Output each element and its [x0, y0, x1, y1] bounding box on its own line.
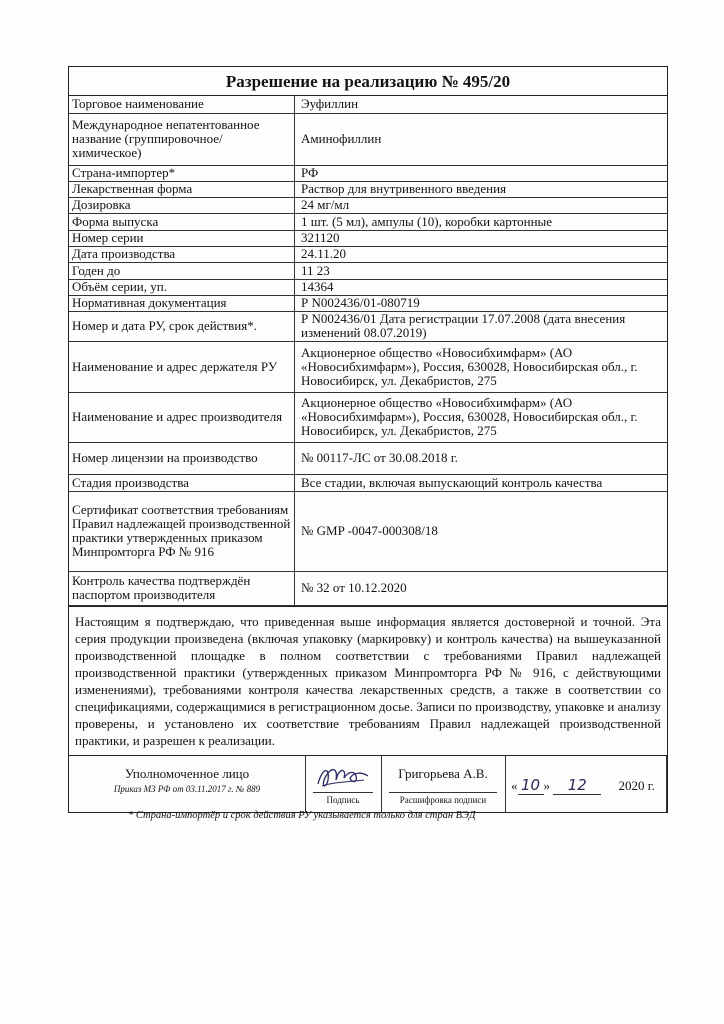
row-value: Аминофиллин: [295, 113, 668, 165]
row-label: Страна-импортер*: [69, 165, 295, 181]
table-row: [69, 341, 667, 392]
signature-block: [69, 755, 667, 812]
table-row: [69, 213, 667, 230]
row-value: 11 23: [295, 262, 668, 279]
table-row: [69, 442, 667, 474]
row-value: № 32 от 10.12.2020: [295, 571, 668, 605]
footnote: * Страна-импортёр и срок действия РУ указывается только для стран ВЭД: [128, 810, 476, 821]
row-label: Годен до: [69, 262, 295, 279]
row-value: 14364: [295, 279, 668, 295]
table-row: [69, 96, 667, 113]
table-row: [69, 197, 667, 213]
signer-name: Григорьева А.В.: [398, 765, 488, 781]
row-label: Контроль качества подтверждён паспортом производителя: [69, 571, 295, 605]
row-label: Форма выпуска: [69, 213, 295, 230]
table-row: [69, 113, 667, 165]
date-open-quote: «: [511, 777, 518, 793]
date-year: 2020 г.: [618, 777, 655, 793]
handwritten-signature: [308, 760, 378, 796]
signature-date: [511, 776, 666, 795]
row-value: Акционерное общество «Новосибхимфарм» (АО «Новосибхимфарм»), Россия, 630028, Новосибирская обл., г. Новосибирск, ул. Декабристов, 275: [295, 341, 668, 392]
table-row: [69, 311, 667, 341]
authorized-person-cell: [69, 756, 306, 812]
row-value: Раствор для внутривенного введения: [295, 181, 668, 197]
table-row: [69, 262, 667, 279]
row-label: Стадия производства: [69, 474, 295, 491]
date-cell: [505, 756, 667, 812]
authorization-order: Приказ МЗ РФ от 03.11.2017 г. № 889: [113, 783, 261, 794]
row-value: № 00117-ЛС от 30.08.2018 г.: [295, 442, 668, 474]
date-month: 12: [553, 776, 601, 795]
row-label: Наименование и адрес держателя РУ: [69, 341, 295, 392]
authorized-person-role: Уполномоченное лицо: [124, 765, 250, 781]
row-value: Р N002436/01 Дата регистрации 17.07.2008 (дата внесения изменений 08.07.2019): [295, 311, 668, 341]
row-label: Дата производства: [69, 246, 295, 262]
name-line: [389, 792, 497, 793]
document-frame: [68, 66, 668, 813]
signature-line: [313, 792, 373, 793]
table-row: [69, 279, 667, 295]
row-label: Нормативная документация: [69, 295, 295, 311]
table-row: [69, 165, 667, 181]
row-label: Дозировка: [69, 197, 295, 213]
row-label: Лекарственная форма: [69, 181, 295, 197]
table-row: [69, 491, 667, 571]
table-row: [69, 181, 667, 197]
row-value: РФ: [295, 165, 668, 181]
row-value: 321120: [295, 230, 668, 246]
row-value: Р N002436/01-080719: [295, 295, 668, 311]
date-close-quote: »: [543, 777, 550, 793]
row-label: Наименование и адрес производителя: [69, 392, 295, 442]
row-label: Объём серии, уп.: [69, 279, 295, 295]
info-table: [69, 96, 667, 606]
row-value: Все стадии, включая выпускающий контроль качества: [295, 474, 668, 491]
table-row: [69, 571, 667, 605]
row-value: 1 шт. (5 мл), ампулы (10), коробки картонные: [295, 213, 668, 230]
row-label: Торговое наименование: [69, 96, 295, 113]
confirmation-statement: Настоящим я подтверждаю, что приведенная выше информация является достоверной и точной. Эта серия продукции произведена (включая упаковку (маркировку) и контроль качества) на вышеуказанной производственной площадке в полном соответствии с требованиями Правил надлежащей производственной практики (утвержденных приказом Минпромторга РФ № 916, с действующими изменениями), требованиями контроля качества лекарственных средств, а также в соответствии со спецификациями, содержащимися в регистрационном досье. Записи по производству, упаковке и анализу проверены, и установлено их соответствие требованиям Правил надлежащей производственной практики, и разрешен к реализации.: [69, 606, 667, 755]
table-row: [69, 246, 667, 262]
row-label: Номер и дата РУ, срок действия*.: [69, 311, 295, 341]
table-row: [69, 392, 667, 442]
row-label: Международное непатентованное название (группировочное/химическое): [69, 113, 295, 165]
document-title: Разрешение на реализацию № 495/20: [69, 67, 667, 96]
name-cell: [381, 756, 506, 812]
row-value: № GMP -0047-000308/18: [295, 491, 668, 571]
table-row: [69, 295, 667, 311]
table-row: [69, 474, 667, 491]
row-value: Акционерное общество «Новосибхимфарм» (АО «Новосибхимфарм»), Россия, 630028, Новосибирская обл., г. Новосибирск, ул. Декабристов, 275: [295, 392, 668, 442]
signature-caption: Подпись: [326, 794, 360, 805]
row-label: Номер серии: [69, 230, 295, 246]
row-label: Сертификат соответствия требованиям Правил надлежащей производственной практики утвержденных приказом Минпромторга РФ № 916: [69, 491, 295, 571]
name-caption: Расшифровка подписи: [399, 794, 487, 805]
table-row: [69, 230, 667, 246]
row-label: Номер лицензии на производство: [69, 442, 295, 474]
row-value: 24.11.20: [295, 246, 668, 262]
date-day: 10: [518, 776, 544, 795]
row-value: 24 мг/мл: [295, 197, 668, 213]
row-value: Эуфиллин: [295, 96, 668, 113]
signature-cell: [305, 756, 382, 812]
